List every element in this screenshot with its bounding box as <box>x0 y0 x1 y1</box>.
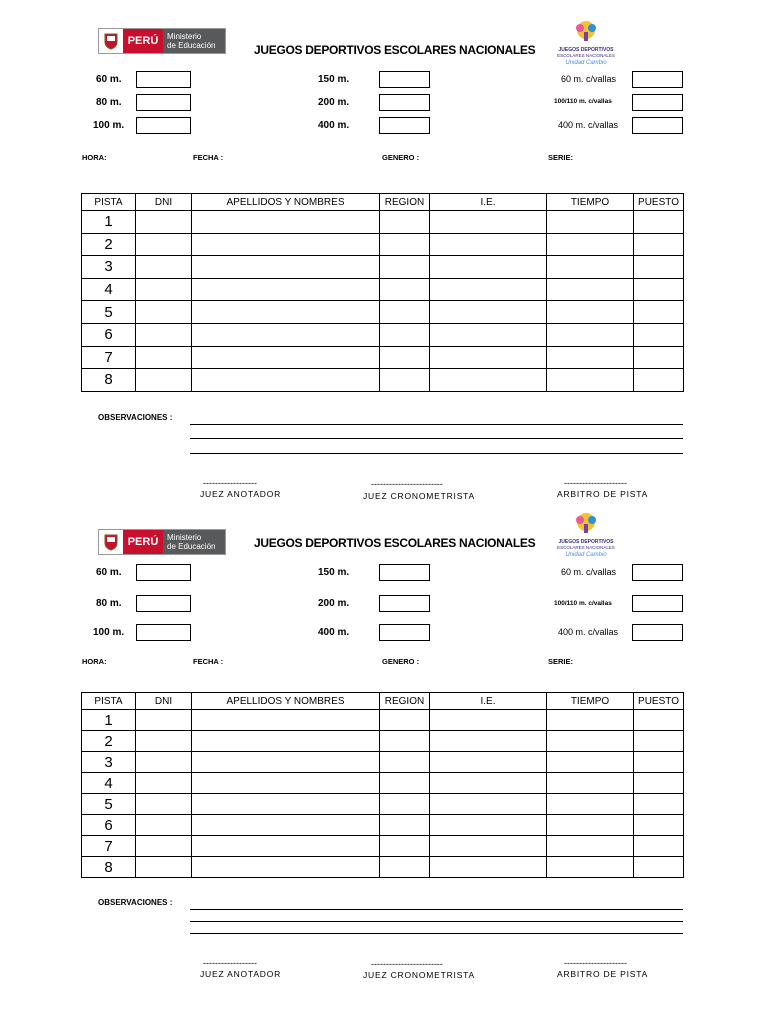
event-60m-label: 60 m. <box>96 567 122 578</box>
region-cell[interactable] <box>380 815 430 836</box>
event-100m-hurdles-label: 100/110 m. c/vallas <box>554 600 612 607</box>
lane-number: 8 <box>82 369 136 392</box>
dni-cell[interactable] <box>136 815 192 836</box>
lane-number: 6 <box>82 815 136 836</box>
event-60m-hurdles-box[interactable] <box>632 564 683 581</box>
torch-icon <box>556 512 616 534</box>
event-100m-label: 100 m. <box>93 120 125 131</box>
arbitro-signature-line: --------------------- <box>564 478 627 488</box>
col-pista: PISTA <box>82 693 136 710</box>
ie-cell[interactable] <box>430 710 547 731</box>
col-tiempo: TIEMPO <box>547 194 634 211</box>
event-100m-box[interactable] <box>136 624 191 641</box>
event-400m-hurdles-box[interactable] <box>632 624 683 641</box>
page-title: JUEGOS DEPORTIVOS ESCOLARES NACIONALES <box>254 536 536 550</box>
tiempo-cell[interactable] <box>547 773 634 794</box>
event-200m-label: 200 m. <box>318 97 350 108</box>
jden-logo-line2: ESCOLARES NACIONALES <box>557 545 615 550</box>
observaciones-line-2[interactable] <box>190 921 683 922</box>
ie-cell[interactable] <box>430 857 547 878</box>
cronometrista-signature-line: ------------------------ <box>371 959 443 969</box>
col-region: REGION <box>380 693 430 710</box>
event-400m-box[interactable] <box>379 624 430 641</box>
col-dni: DNI <box>136 693 192 710</box>
logo-line1: Ministerio <box>167 32 202 41</box>
event-80m-label: 80 m. <box>96 97 122 108</box>
anotador-signature-line: ------------------ <box>203 958 257 968</box>
col-puesto: PUESTO <box>634 693 684 710</box>
event-80m-label: 80 m. <box>96 598 122 609</box>
ministerio-logo <box>98 529 226 555</box>
event-400m-hurdles-label: 400 m. c/vallas <box>558 627 619 637</box>
jden-logo-line1: JUEGOS DEPORTIVOS <box>558 47 614 53</box>
puesto-cell[interactable] <box>634 815 684 836</box>
tiempo-cell[interactable] <box>547 752 634 773</box>
tiempo-cell[interactable] <box>547 794 634 815</box>
hora-label: HORA: <box>82 657 107 666</box>
col-nombres: APELLIDOS Y NOMBRES <box>192 693 380 710</box>
lane-number: 2 <box>82 233 136 256</box>
event-400m-label: 400 m. <box>318 120 350 131</box>
nombres-cell[interactable] <box>192 731 380 752</box>
dni-cell[interactable] <box>136 752 192 773</box>
logo-line1: Ministerio <box>167 533 202 542</box>
event-100m-hurdles-box[interactable] <box>632 595 683 612</box>
region-cell[interactable] <box>380 836 430 857</box>
event-400m-label: 400 m. <box>318 627 350 638</box>
col-nombres: APELLIDOS Y NOMBRES <box>192 194 380 211</box>
event-150m-box[interactable] <box>379 564 430 581</box>
jden-logo-tagline: Unidad Cambio <box>565 552 607 558</box>
event-80m-box[interactable] <box>136 595 191 612</box>
nombres-cell[interactable] <box>192 857 380 878</box>
lane-number: 5 <box>82 301 136 324</box>
region-cell[interactable] <box>380 773 430 794</box>
nombres-cell[interactable] <box>192 815 380 836</box>
ie-cell[interactable] <box>430 752 547 773</box>
table-row <box>82 857 684 878</box>
ie-cell[interactable] <box>430 773 547 794</box>
region-cell[interactable] <box>380 752 430 773</box>
region-cell[interactable] <box>380 731 430 752</box>
observaciones-line-1[interactable] <box>190 909 683 910</box>
event-150m-label: 150 m. <box>318 567 350 578</box>
tiempo-cell[interactable] <box>547 836 634 857</box>
region-cell[interactable] <box>380 794 430 815</box>
dni-cell[interactable] <box>136 773 192 794</box>
lane-number: 4 <box>82 773 136 794</box>
region-cell[interactable] <box>380 857 430 878</box>
puesto-cell[interactable] <box>634 731 684 752</box>
nombres-cell[interactable] <box>192 752 380 773</box>
ie-cell[interactable] <box>430 794 547 815</box>
peru-shield-icon <box>99 530 123 554</box>
hora-label: HORA: <box>82 153 107 162</box>
nombres-cell[interactable] <box>192 836 380 857</box>
arbitro-label: ARBITRO DE PISTA <box>557 489 649 499</box>
page-title: JUEGOS DEPORTIVOS ESCOLARES NACIONALES <box>254 43 536 57</box>
tiempo-cell[interactable] <box>547 710 634 731</box>
logo-line2: de Educación <box>167 41 216 50</box>
lane-number: 8 <box>82 857 136 878</box>
table-row <box>82 731 684 752</box>
jden-logo <box>556 512 616 558</box>
arbitro-signature-line: --------------------- <box>564 958 627 968</box>
lane-number: 1 <box>82 211 136 234</box>
logo-country: PERÚ <box>123 530 163 554</box>
serie-label: SERIE: <box>548 657 574 666</box>
logo-ministry <box>163 530 225 554</box>
cronometrista-label: JUEZ CRONOMETRISTA <box>363 970 475 980</box>
table-row <box>82 710 684 731</box>
arbitro-label: ARBITRO DE PISTA <box>557 969 649 979</box>
dni-cell[interactable] <box>136 836 192 857</box>
col-tiempo: TIEMPO <box>547 693 634 710</box>
lane-number: 3 <box>82 256 136 279</box>
tiempo-cell[interactable] <box>547 857 634 878</box>
nombres-cell[interactable] <box>192 773 380 794</box>
lane-number: 4 <box>82 278 136 301</box>
table-row <box>82 752 684 773</box>
anotador-signature-line: ------------------ <box>203 478 257 488</box>
puesto-cell[interactable] <box>634 710 684 731</box>
lane-number: 7 <box>82 346 136 369</box>
fecha-label: FECHA : <box>193 657 224 666</box>
genero-label: GENERO : <box>382 153 420 162</box>
lane-number: 6 <box>82 323 136 346</box>
table-row <box>82 836 684 857</box>
col-puesto: PUESTO <box>634 194 684 211</box>
event-400m-hurdles-label: 400 m. c/vallas <box>558 120 619 130</box>
anotador-label: JUEZ ANOTADOR <box>200 489 282 499</box>
event-100m-hurdles-label: 100/110 m. c/vallas <box>554 98 612 105</box>
ie-cell[interactable] <box>430 731 547 752</box>
tiempo-cell[interactable] <box>547 815 634 836</box>
puesto-cell[interactable] <box>634 794 684 815</box>
cronometrista-signature-line: ------------------------ <box>371 479 443 489</box>
lane-number: 3 <box>82 752 136 773</box>
observaciones-label: OBSERVACIONES : <box>98 413 173 422</box>
nombres-cell[interactable] <box>192 710 380 731</box>
event-100m-label: 100 m. <box>93 627 125 638</box>
logo-line2: de Educación <box>167 542 216 551</box>
ie-cell[interactable] <box>430 815 547 836</box>
lane-number: 1 <box>82 710 136 731</box>
event-60m-box[interactable] <box>136 564 191 581</box>
puesto-cell[interactable] <box>634 752 684 773</box>
anotador-label: JUEZ ANOTADOR <box>200 969 282 979</box>
puesto-cell[interactable] <box>634 773 684 794</box>
jden-logo-tagline: Unidad Cambio <box>565 60 607 66</box>
table-header <box>82 693 684 710</box>
tiempo-cell[interactable] <box>547 731 634 752</box>
event-60m-hurdles-label: 60 m. c/vallas <box>561 74 617 84</box>
table-row <box>82 794 684 815</box>
fecha-label: FECHA : <box>193 153 224 162</box>
table-row <box>82 815 684 836</box>
jden-logo-line1: JUEGOS DEPORTIVOS <box>558 539 614 545</box>
table-row <box>82 773 684 794</box>
serie-label: SERIE: <box>548 153 574 162</box>
puesto-cell[interactable] <box>634 857 684 878</box>
dni-cell[interactable] <box>136 857 192 878</box>
lane-number: 5 <box>82 794 136 815</box>
results-table <box>81 692 684 878</box>
nombres-cell[interactable] <box>192 794 380 815</box>
puesto-cell[interactable] <box>634 836 684 857</box>
ie-cell[interactable] <box>430 836 547 857</box>
event-200m-box[interactable] <box>379 595 430 612</box>
col-ie: I.E. <box>430 194 547 211</box>
genero-label: GENERO : <box>382 657 420 666</box>
dni-cell[interactable] <box>136 731 192 752</box>
observaciones-label: OBSERVACIONES : <box>98 898 173 907</box>
event-150m-label: 150 m. <box>318 74 350 85</box>
lane-number: 2 <box>82 731 136 752</box>
dni-cell[interactable] <box>136 794 192 815</box>
dni-cell[interactable] <box>136 710 192 731</box>
event-200m-label: 200 m. <box>318 598 350 609</box>
jden-logo-line2: ESCOLARES NACIONALES <box>557 53 615 58</box>
logo-country: PERÚ <box>123 29 163 53</box>
region-cell[interactable] <box>380 710 430 731</box>
cronometrista-label: JUEZ CRONOMETRISTA <box>363 491 475 501</box>
col-region: REGION <box>380 194 430 211</box>
event-60m-hurdles-label: 60 m. c/vallas <box>561 567 617 577</box>
table-body <box>82 710 684 878</box>
col-pista: PISTA <box>82 194 136 211</box>
lane-number: 7 <box>82 836 136 857</box>
event-60m-label: 60 m. <box>96 74 122 85</box>
col-dni: DNI <box>136 194 192 211</box>
col-ie: I.E. <box>430 693 547 710</box>
observaciones-line-3[interactable] <box>190 933 683 934</box>
